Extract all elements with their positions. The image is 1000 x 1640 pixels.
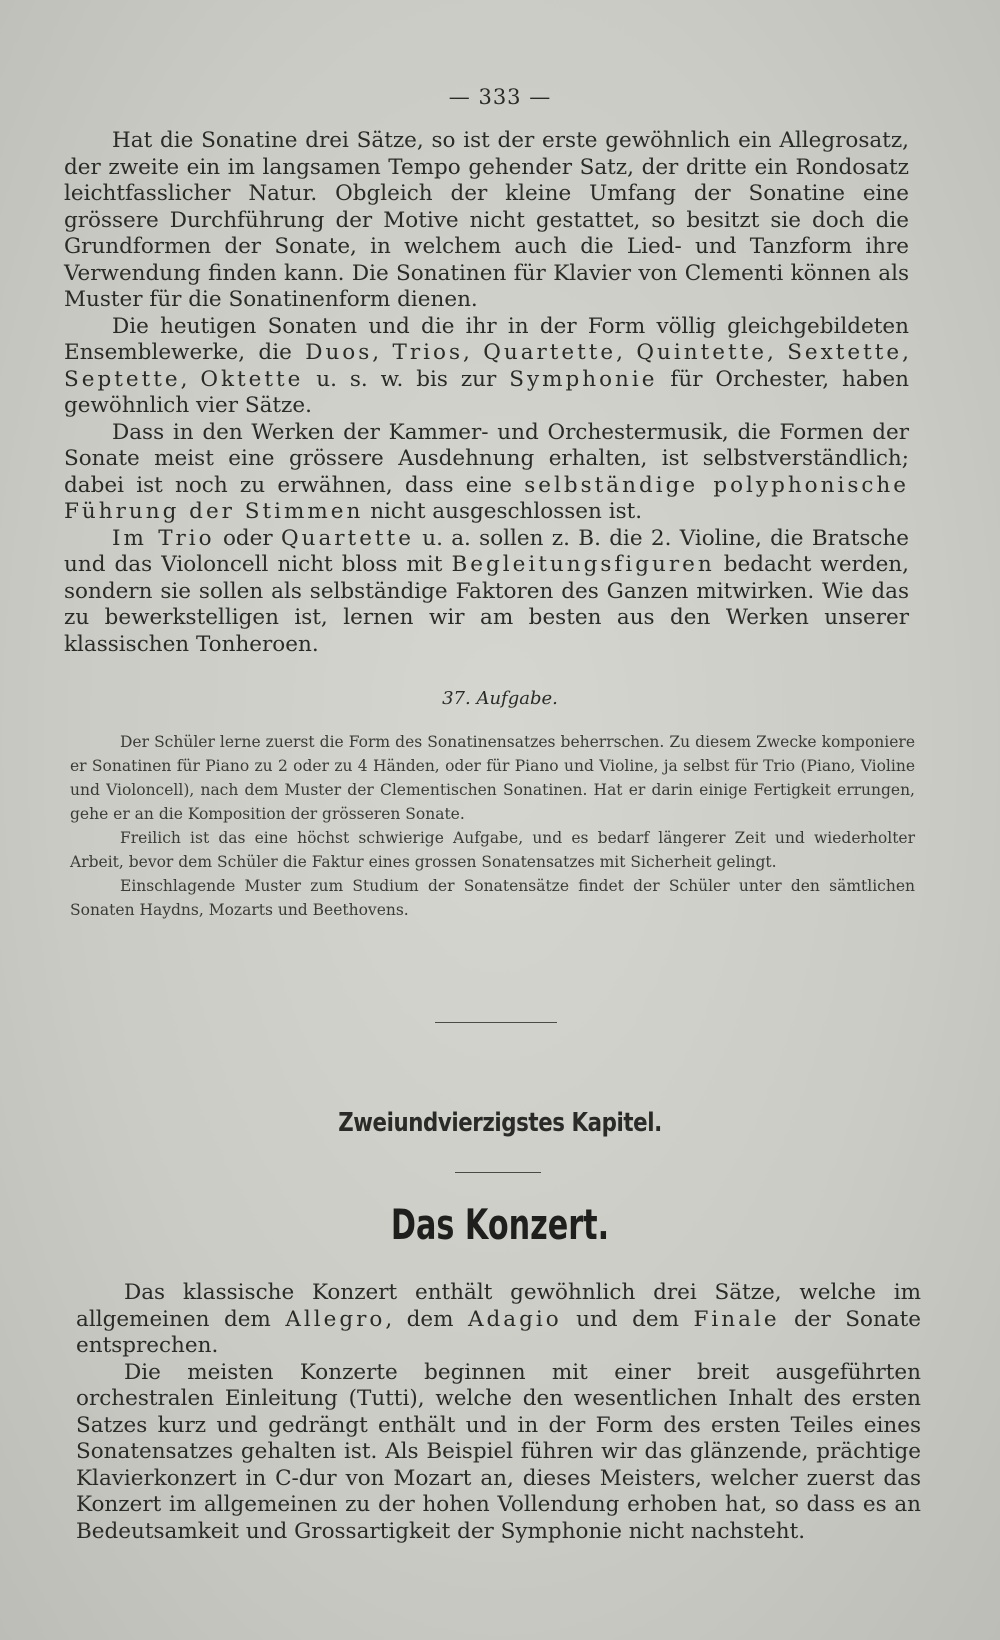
aufgabe-text-block: [70, 730, 915, 922]
emph-duos: Duos: [305, 340, 373, 365]
konzert-end: der Sonate entsprechen.: [76, 1306, 921, 1358]
emph-polyphonic: selbständige polyphonische Führung der Stimmen: [64, 472, 909, 524]
ensemble-middle: u. s. w. bis zur: [303, 366, 510, 392]
section-divider-rule: [435, 1022, 557, 1023]
separator: ,: [372, 340, 393, 365]
emph-adagio: Adagio: [468, 1306, 562, 1332]
ensemble-end: für Orchester, haben gewöhnlich vier Sätze.: [64, 366, 909, 418]
chapter-divider-rule: [455, 1172, 541, 1173]
chapter-label: Zweiundvierzigstes Kapitel.: [338, 1108, 662, 1138]
separator: und dem: [561, 1306, 694, 1332]
emph-septette: Septette: [64, 366, 181, 392]
aufgabe-heading: 37. Aufgabe.: [442, 688, 558, 709]
kammer-paragraph: [64, 420, 909, 526]
ensemble-paragraph: [64, 314, 909, 420]
trio-end: bedacht werden, sondern sie sollen als selbständige Faktoren des Ganzen mitwirken. Wie das zu bewerkstelligen ist, lernen wir am besten aus den Werken unserer klassischen Tonheroen.: [64, 552, 909, 657]
separator: ,: [766, 340, 788, 365]
chapter-title: Das Konzert.: [390, 1200, 610, 1249]
separator: , dem: [385, 1306, 468, 1332]
separator: ,: [902, 340, 909, 365]
aufgabe-paragraph: Der Schüler lerne zuerst die Form des Sonatinensatzes beherrschen. Zu diesem Zwecke komponiere er Sonatinen für Piano zu 2 oder zu 4 Händen, oder für Piano und Violine, ja selbst für Trio (Piano, Violine und Violoncell), nach dem Muster der Clementischen Sonatinen. Hat er darin einige Fertigkeit errungen, gehe er an die Komposition der grösseren Sonate.: [70, 733, 915, 823]
emph-finale: Finale: [693, 1306, 780, 1332]
trio-middle-2: u. a. sollen z. B. die 2. Violine, die Bratsche und das Violoncell nicht bloss mit: [64, 525, 909, 577]
emph-oktette: Oktette: [200, 366, 304, 392]
aufgabe-paragraph: Freilich ist das eine höchst schwierige Aufgabe, und es bedarf längerer Zeit und wiederholter Arbeit, bevor dem Schüler die Faktur eines grossen Sonatensatzes mit Sicherheit gelingt.: [70, 829, 915, 871]
emph-allegro: Allegro: [285, 1306, 386, 1332]
separator: ,: [616, 340, 637, 365]
konzert-paragraph-1: [76, 1280, 921, 1360]
sonate-text-block: [64, 128, 909, 658]
emph-quartette-2: Quartette: [280, 525, 414, 551]
separator: ,: [180, 366, 201, 392]
konzert-paragraph-2: Die meisten Konzerte beginnen mit einer breit ausgeführten orchestralen Einleitung (Tutti), welche den wesentlichen Inhalt des ersten Satzes kurz und gedrängt enthält und in der Form des ersten Teiles eines Sonatensatzes gehalten ist. Als Beispiel führen wir das glänzende, prächtige Klavierkonzert in C-dur von Mozart an, dieses Meisters, welcher zuerst das Konzert im allgemeinen zu der hohen Vollendung erhoben hat, so dass es an Bedeutsamkeit und Grossartigkeit der Symphonie nicht nachsteht.: [76, 1359, 921, 1544]
konzert-text-block: [76, 1280, 921, 1545]
emph-symphonie: Symphonie: [509, 366, 658, 392]
emph-begleitungsfiguren: Begleitungsfiguren: [451, 552, 715, 577]
emph-quintette: Quintette: [636, 340, 767, 365]
trio-paragraph: [64, 526, 909, 659]
sonatine-paragraph: Hat die Sonatine drei Sätze, so ist der erste gewöhnlich ein Allegrosatz, der zweite ein im langsamen Tempo gehender Satz, der dritte ein Rondosatz leichtfasslicher Natur. Obgleich der kleine Umfang der Sonatine eine grössere Durchführung der Motive nicht gestattet, so besitzt sie doch die Grundformen der Sonate, in welchem auch die Lied- und Tanzform ihre Verwendung finden kann. Die Sonatinen für Klavier von Clementi können als Muster für die Sonatinenform dienen.: [64, 128, 909, 312]
konzert-intro: Das klassische Konzert enthält gewöhnlich drei Sätze, welche im allgemeinen dem: [76, 1280, 921, 1332]
trio-middle: oder: [214, 525, 281, 551]
page-number: — 333 —: [448, 85, 552, 109]
kammer-end: nicht ausgeschlossen ist.: [363, 499, 643, 524]
separator: ,: [462, 340, 484, 365]
kammer-intro: Dass in den Werken der Kammer- und Orchestermusik, die Formen der Sonate meist eine grössere Ausdehnung erhalten, ist selbstverständlich; dabei ist noch zu erwähnen, dass eine: [64, 419, 909, 498]
ensemble-intro: Die heutigen Sonaten und die ihr in der Form völlig gleichgebildeten Ensemblewerke, die: [64, 313, 909, 365]
aufgabe-paragraph: Einschlagende Muster zum Studium der Sonatensätze findet der Schüler unter den sämtlichen Sonaten Haydns, Mozarts und Beethovens.: [70, 877, 915, 919]
emph-sextette: Sextette: [787, 340, 903, 365]
emph-trios: Trios: [392, 340, 463, 365]
emph-quartette: Quartette: [483, 340, 617, 365]
emph-trio: Im Trio: [112, 525, 215, 551]
